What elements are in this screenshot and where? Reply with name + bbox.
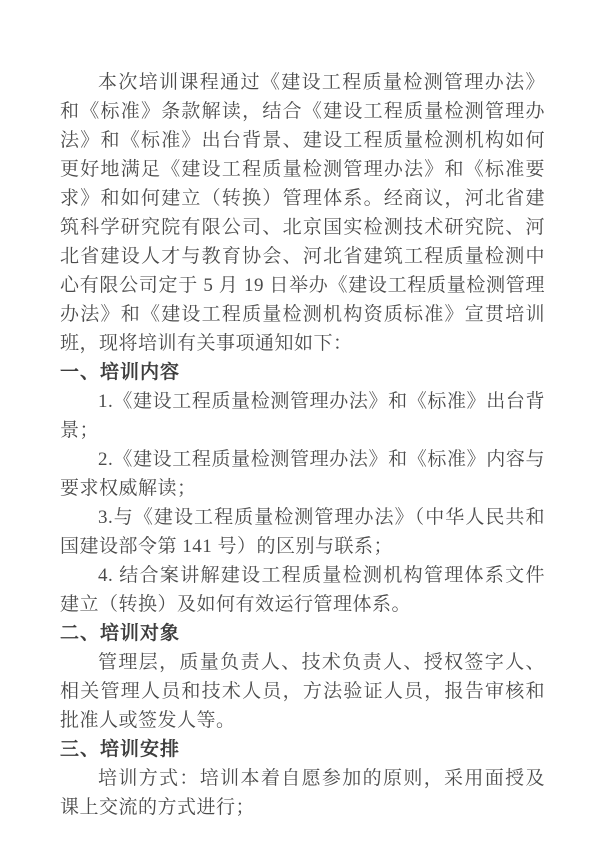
training-content-item-3: 3.与《建设工程质量检测管理办法》（中华人民共和国建设部令第 141 号）的区别与联系； [60,507,545,557]
training-content-item-4: 4. 结合案讲解建设工程质量检测机构管理体系文件建立（转换）及如何有效运行管理体系。 [60,565,545,615]
section-heading-training-audience: 二、培训对象 [60,623,181,644]
section-heading-training-content: 一、培训内容 [60,362,181,383]
training-audience-paragraph: 管理层，质量负责人、技术负责人、授权签字人、相关管理人员和技术人员，方法验证人员，报告审核和批准人或签发人等。 [60,652,545,731]
training-arrangement-paragraph: 培训方式：培训本着自愿参加的原则，采用面授及课上交流的方式进行； [60,768,545,818]
section-heading-training-arrangement: 三、培训安排 [60,739,181,760]
training-content-item-2: 2.《建设工程质量检测管理办法》和《标准》内容与要求权威解读； [60,449,545,499]
training-content-item-1: 1.《建设工程质量检测管理办法》和《标准》出台背景； [60,391,545,441]
intro-paragraph: 本次培训课程通过《建设工程质量检测管理办法》和《标准》条款解读，结合《建设工程质量检测管理办法》和《标准》出台背景、建设工程质量检测机构如何更好地满足《建设工程质量检测管理办法》和《标准要求》和如何建立（转换）管理体系。经商议，河北省建筑科学研究院有限公司、北京国实检测技术研究院、河北省建设人才与教育协会、河北省建筑工程质量检测中心有限公司定于 5 月 19 日举办《建设工程质量检测管理办法》和《建设工程质量检测机构资质标准》宣贯培训班，现将培训有关事项通知如下： [60,72,545,354]
